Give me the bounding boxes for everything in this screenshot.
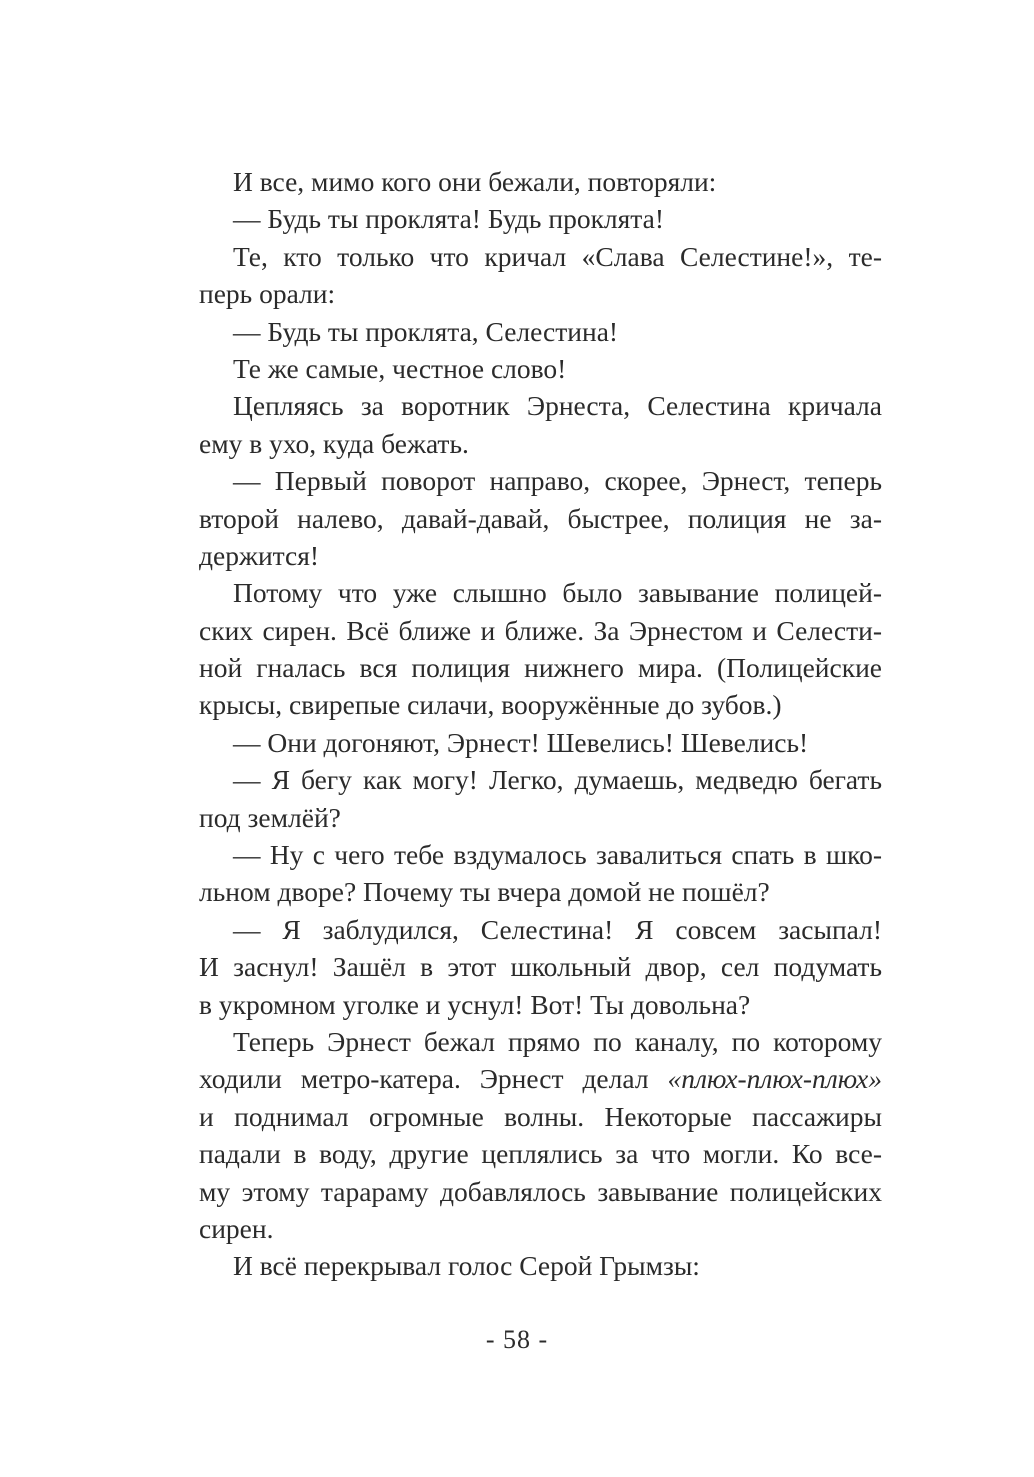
text-line: и поднимал огромные волны. Некоторые пассажиры	[199, 1100, 882, 1132]
text-line: — Первый поворот направо, скорее, Эрнест, теперь	[233, 465, 882, 497]
text-line: — Будь ты проклята! Будь проклята!	[233, 203, 665, 235]
text-line: И все, мимо кого они бежали, повторяли:	[233, 166, 717, 197]
page-number: - 58 -	[485, 1325, 549, 1354]
text-line: под землёй?	[199, 801, 341, 833]
text-line: Теперь Эрнест бежал прямо по каналу, по которому	[233, 1025, 882, 1057]
text-line: — Я бегу как могу! Легко, думаешь, медведю бегать	[233, 764, 882, 796]
text-line: Те же самые, честное слово!	[233, 352, 567, 384]
text-segment: ходили метро-катера. Эрнест делал	[199, 1063, 668, 1095]
text-line: Потому что уже слышно было завывание полицей-	[233, 577, 882, 609]
body-text	[199, 163, 882, 1285]
text-line: перь орали:	[199, 278, 336, 310]
text-line: — Ну с чего тебе вздумалось завалиться спать в шко-	[233, 839, 882, 871]
text-line: — Будь ты проклята, Селестина!	[233, 315, 619, 347]
text-line: И заснул! Зашёл в этот школьный двор, сел подумать	[199, 951, 882, 983]
text-line: ной гналась вся полиция нижнего мира. (Полицейские	[199, 652, 882, 684]
text-line: — Я заблудился, Селестина! Я совсем засыпал!	[233, 913, 882, 945]
text-line: ему в ухо, куда бежать.	[199, 427, 469, 459]
text-line: му этому тарараму добавлялось завывание полицейских	[199, 1175, 882, 1207]
text-line: сирен.	[199, 1212, 274, 1244]
text-line: держится!	[199, 539, 320, 571]
text-line: Цепляясь за воротник Эрнеста, Селестина кричала	[233, 390, 882, 422]
text-line: Те, кто только что кричал «Слава Селестине!», те-	[233, 240, 882, 272]
text-line: в укромном уголке и уснул! Вот! Ты довольна?	[199, 988, 751, 1020]
italic-onomatopoeia: «плюх-плюх-плюх»	[667, 1063, 882, 1095]
text-line: крысы, свирепые силачи, вооружённые до зубов.)	[199, 689, 782, 721]
text-line: льном дворе? Почему ты вчера домой не пошёл?	[199, 876, 770, 908]
text-line-with-italic	[199, 1060, 882, 1097]
text-line: — Они догоняют, Эрнест! Шевелись! Шевелись!	[233, 726, 809, 758]
text-line: ских сирен. Всё ближе и ближе. За Эрнестом и Селести-	[199, 614, 882, 646]
text-line: падали в воду, другие цеплялись за что могли. Ко все-	[199, 1138, 882, 1170]
text-line: И всё перекрывал голос Серой Грымзы:	[233, 1250, 700, 1282]
text-line: второй налево, давай-давай, быстрее, полиция не за-	[199, 502, 882, 534]
